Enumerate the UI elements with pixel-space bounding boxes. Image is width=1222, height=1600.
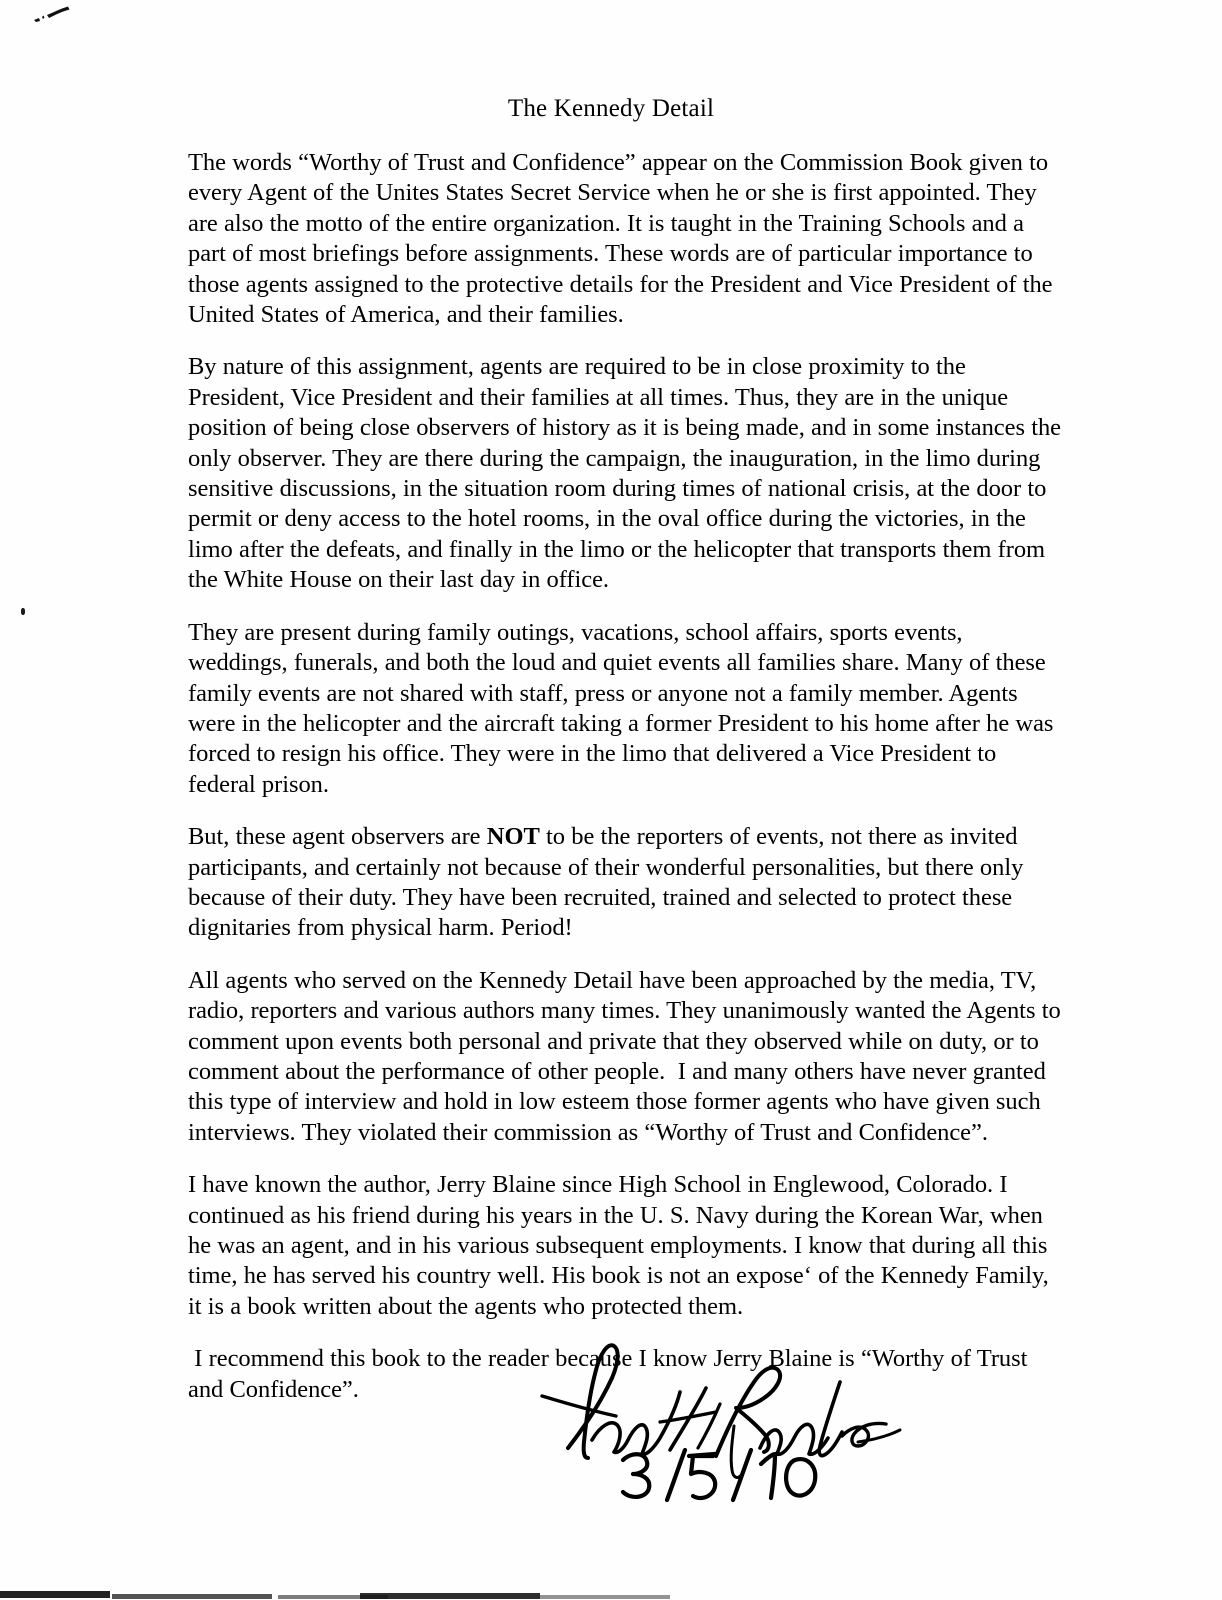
scan-artifact-speck-icon [21, 608, 25, 615]
handwritten-date-icon [615, 1448, 825, 1510]
document-body [188, 148, 1068, 1405]
paragraph-media-approached: All agents who served on the Kennedy Detail have been approached by the media, TV, radio, reporters and various authors many times. They unanimously wanted the Agents to comment upon events both personal and private that they observed while on duty, or to comment about the performance of other people. I and many others have never granted this type of interview and hold in low esteem those former agents who have given such interviews. They violated their commission as “Worthy of Trust and Confidence”. [188, 966, 1067, 1146]
paragraph-recommendation: I recommend this book to the reader because I know Jerry Blaine is “Worthy of Trust and Confidence”. [188, 1345, 1034, 1403]
emphasis-not: NOT [486, 823, 540, 851]
paragraph-not-reporters-before: But, these agent observers are [188, 823, 487, 851]
paragraph-not-reporters-after: to be the reporters of events, not there as invited participants, and certainly not because of their wonderful personalities, but there only because of their duty. They have been recruited, trained and selected to protect these dignitaries from physical harm. Period! [188, 823, 1030, 942]
scan-edge-shadow [0, 1589, 700, 1600]
paragraph-not-reporters [188, 822, 1068, 944]
paragraph-close-proximity: By nature of this assignment, agents are required to be in close proximity to the President, Vice President and their families at all times. Thus, they are in the unique position of being close observers of history as it is being made, and in some instances the only observer. They are there during the campaign, the inauguration, in the limo during sensitive discussions, in the situation room during times of national crisis, at the door to permit or deny access to the hotel rooms, in the oval office during the victories, in the limo after the defeats, and finally in the limo or the helicopter that transports them from the White House on their last day in office. [188, 353, 1068, 594]
signature-block [520, 1330, 940, 1510]
scan-artifact-mark-icon [28, 6, 74, 28]
paragraph-worthy-of-trust: The words “Worthy of Trust and Confidence” appear on the Commission Book given to every Agent of the Unites States Secret Service when he or she is first appointed. They are also the motto of the entire organization. It is taught in the Training Schools and a part of most briefings before assignments. These words are of particular importance to those agents assigned to the protective details for the President and Vice President of the United States of America, and their families. [188, 149, 1059, 329]
page-title: The Kennedy Detail [507, 95, 715, 122]
paragraph-known-the-author: I have known the author, Jerry Blaine since High School in Englewood, Colorado. I continued as his friend during his years in the U. S. Navy during the Korean War, when he was an agent, and in his various subsequent employments. I know that during all this time, he has served his country well. His book is not an expose‘ of the Kennedy Family, it is a book written about the agents who protected them. [188, 1171, 1055, 1320]
paragraph-family-outings: They are present during family outings, vacations, school affairs, sports events, weddings, funerals, and both the loud and quiet events all families share. Many of these family events are not shared with staff, press or anyone not a family member. Agents were in the helicopter and the aircraft taking a former President to his home after he was forced to resign his office. They were in the limo that delivered a Vice President to federal prison. [188, 618, 1060, 798]
